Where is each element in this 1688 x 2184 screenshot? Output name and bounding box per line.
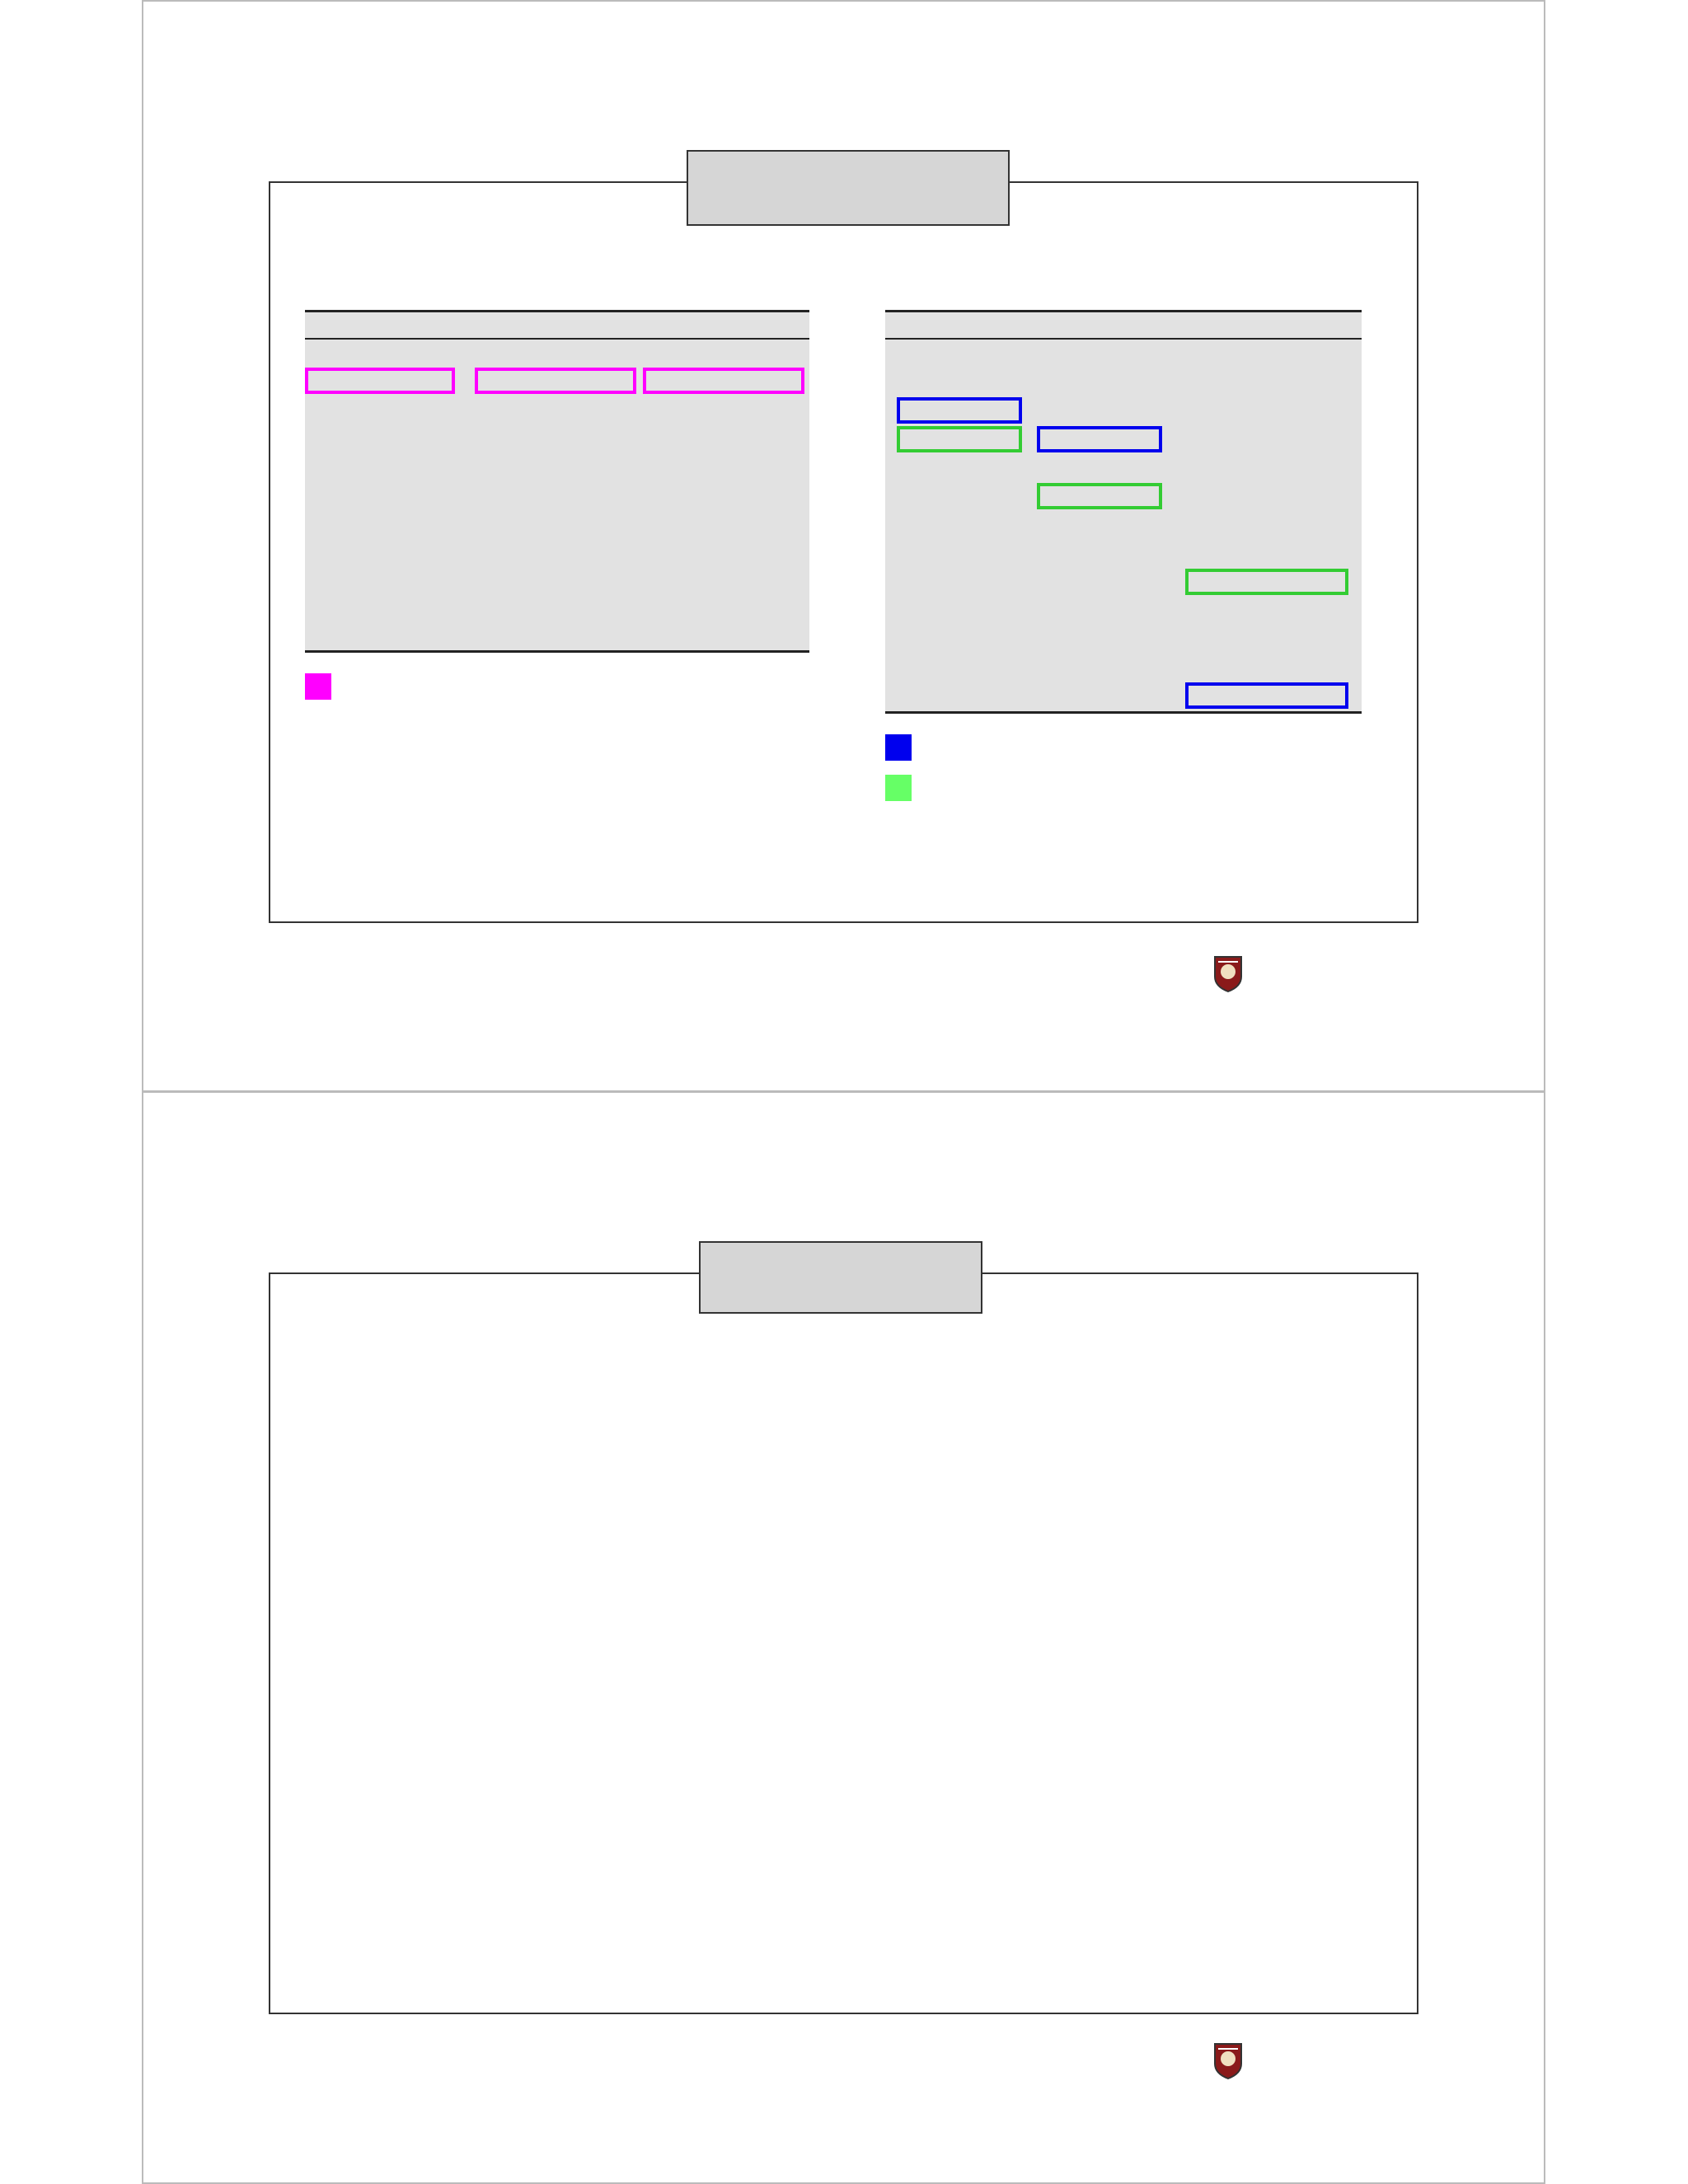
class2-highlight-low-55 bbox=[897, 426, 1022, 452]
class2-highlight-low-30 bbox=[897, 397, 1022, 424]
class2-highlight-change-v bbox=[1185, 682, 1348, 709]
korea-university-logo-1 bbox=[1212, 954, 1245, 993]
crest-icon bbox=[1212, 954, 1245, 993]
slide-2-title bbox=[699, 1241, 982, 1314]
class1-highlight-tolerance bbox=[643, 368, 804, 394]
class2-table bbox=[885, 310, 1362, 714]
slide-2 bbox=[142, 1091, 1545, 2184]
b-legend-swatch bbox=[885, 775, 912, 801]
class2-highlight-change-r bbox=[1185, 569, 1348, 595]
slide-1-title bbox=[687, 150, 1010, 226]
crest-icon bbox=[1212, 2041, 1245, 2080]
korea-university-logo-2 bbox=[1212, 2041, 1245, 2080]
class1-highlight-multiplier bbox=[475, 368, 636, 394]
class1-table bbox=[305, 310, 809, 653]
f-legend-swatch bbox=[885, 734, 912, 761]
class2-highlight-high-85 bbox=[1037, 426, 1162, 452]
class2-highlight-high-125 bbox=[1037, 483, 1162, 509]
slide-1 bbox=[142, 0, 1545, 1092]
slide-2-content-frame bbox=[269, 1272, 1418, 2014]
class1-highlight-digit bbox=[305, 368, 455, 394]
cog-legend-swatch bbox=[305, 673, 331, 700]
